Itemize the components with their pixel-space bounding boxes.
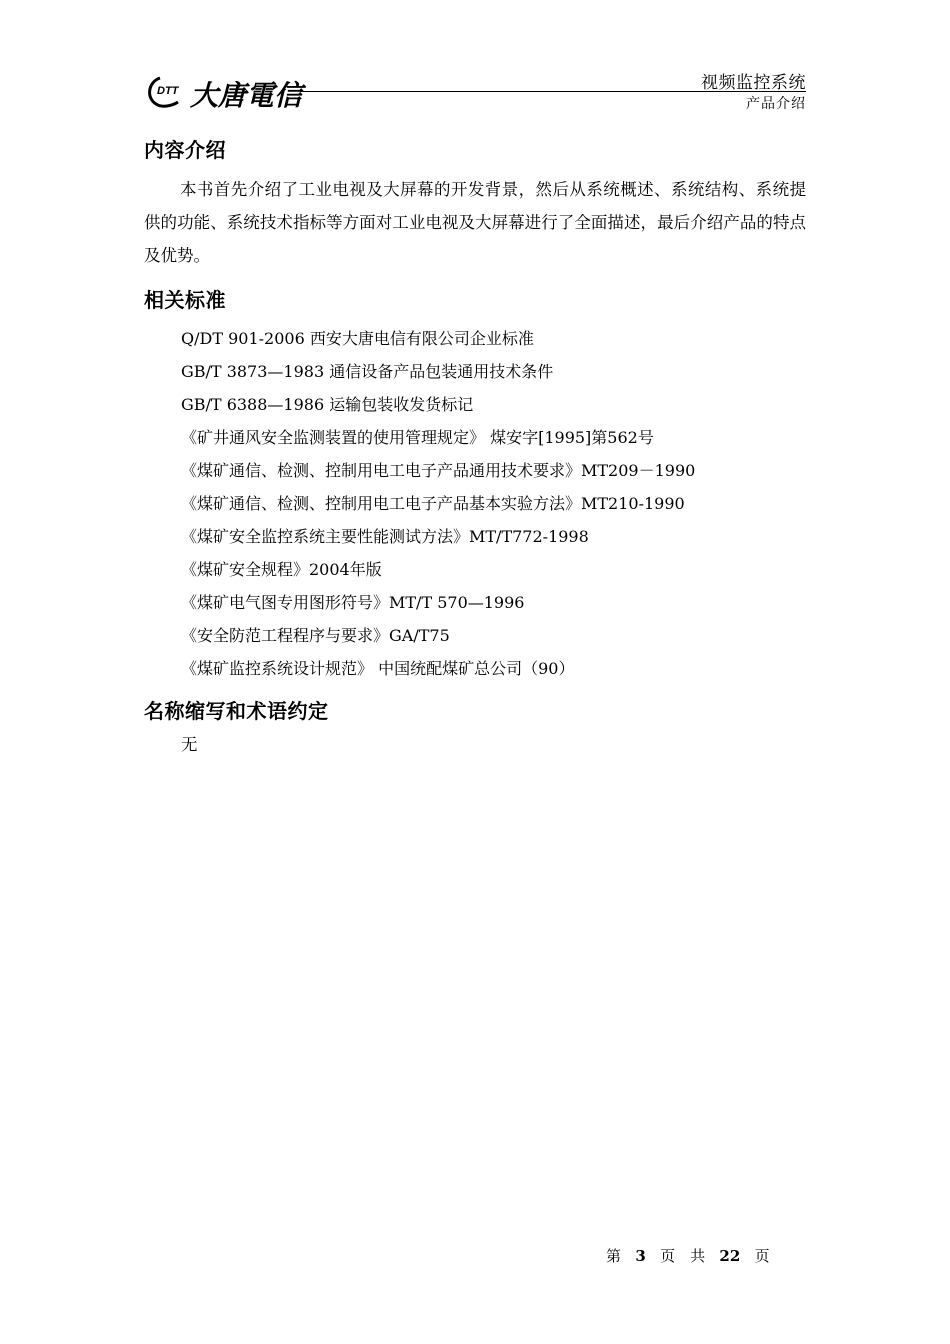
list-item: 《煤矿通信、检测、控制用电工电子产品通用技术要求》MT209－1990	[181, 461, 696, 480]
list-item: 《煤矿通信、检测、控制用电工电子产品基本实验方法》MT210-1990	[181, 494, 685, 513]
standards-list	[181, 322, 695, 685]
list-item: GB/T 6388—1986 运输包装收发货标记	[181, 395, 474, 414]
total-pages: 22	[719, 1247, 741, 1265]
svg-text:DTT: DTT	[157, 85, 179, 97]
list-item: Q/DT 901-2006 西安大唐电信有限公司企业标准	[181, 329, 534, 348]
header-title: 视频监控系统	[701, 73, 806, 93]
company-logo-icon	[146, 72, 326, 116]
abbrev-body: 无	[181, 735, 198, 754]
page-prefix: 第	[606, 1247, 622, 1265]
list-item: 《煤矿安全规程》2004年版	[181, 560, 382, 579]
page-number	[606, 1245, 770, 1266]
company-logo	[146, 72, 326, 116]
list-item: 《安全防范工程程序与要求》GA/T75	[181, 626, 450, 645]
list-item: GB/T 3873—1983 通信设备产品包装通用技术条件	[181, 362, 554, 381]
current-page: 3	[635, 1247, 646, 1265]
list-item: 《煤矿安全监控系统主要性能测试方法》MT/T772-1998	[181, 527, 589, 546]
section-heading-intro: 内容介绍	[144, 138, 226, 162]
list-item: 《煤矿监控系统设计规范》 中国统配煤矿总公司（90）	[181, 659, 575, 678]
section-heading-standards: 相关标准	[144, 288, 226, 312]
page-mid: 页 共	[660, 1247, 706, 1265]
page-suffix: 页	[754, 1247, 770, 1265]
section-heading-abbrev: 名称缩写和术语约定	[144, 699, 329, 723]
header-subtitle: 产品介绍	[746, 96, 806, 112]
intro-paragraph: 本书首先介绍了工业电视及大屏幕的开发背景，然后从系统概述、系统结构、系统提供的功能、系统技术指标等方面对工业电视及大屏幕进行了全面描述，最后介绍产品的特点及优势。	[144, 180, 806, 265]
list-item: 《矿井通风安全监测装置的使用管理规定》 煤安字[1995]第562号	[181, 428, 654, 447]
list-item: 《煤矿电气图专用图形符号》MT/T 570—1996	[181, 593, 525, 612]
svg-text:大唐電信: 大唐電信	[190, 79, 303, 112]
